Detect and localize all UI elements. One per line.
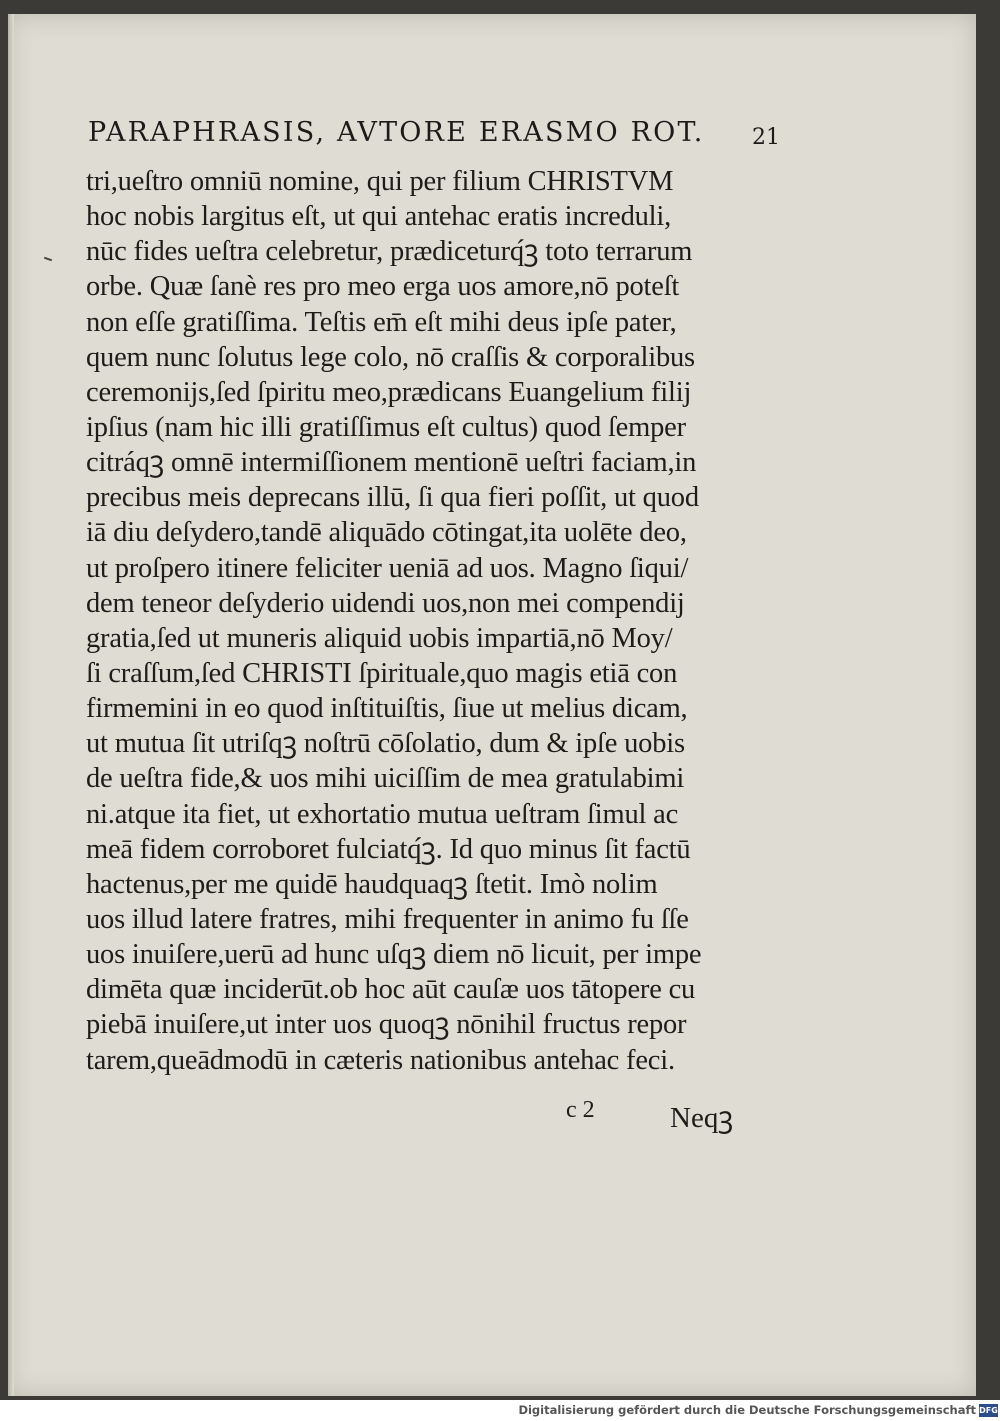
text-line: gratia,ſed ut muneris aliquid uobis impartiā,nō Moy/ [86, 622, 673, 654]
text-line: piebā inuiſere,ut inter uos quoqꝫ nōnihil fructus repor [86, 1009, 687, 1041]
text-line: firmemini in eo quod inſtituiſtis, ſiue ut melius dicam, [86, 693, 688, 725]
text-line: ceremonijs,ſed ſpiritu meo,prædicans Euangelium filij [86, 376, 692, 408]
text-line: dimēta quæ inciderūt.ob hoc aūt cauſæ uos tātopere cu [86, 974, 696, 1006]
catchword: Neqꝫ [670, 1102, 734, 1134]
text-line: tarem,queādmodū in cæteris nationibus antehac feci. [86, 1044, 675, 1076]
text-line: hoc nobis largitus eſt, ut qui antehac eratis increduli, [86, 201, 672, 233]
text-line: uos inuiſere,uerū ad hunc uſqꝫ diem nō licuit, per impe [86, 939, 702, 971]
text-line: nūc fides ueſtra celebretur, prædiceturq́ꝫ toto terrarum [86, 236, 693, 268]
digitization-credit: Digitalisierung gefördert durch die Deutsche Forschungsgemeinschaft [518, 1403, 976, 1417]
text-line: ſi craſſum,ſed CHRISTI ſpirituale,quo magis etiā con [86, 657, 678, 689]
text-line: citráqꝫ omnē intermiſſionem mentionē ueſtri faciam,in [86, 447, 697, 479]
body-text [86, 164, 786, 1078]
text-line: de ueſtra fide,& uos mihi uiciſſim de mea gratulabimi [86, 763, 685, 795]
text-line: hactenus,per me quidē haudquaqꝫ ſtetit. Imò nolim [86, 868, 658, 900]
page-edge [8, 14, 14, 1396]
margin-mark [44, 257, 52, 262]
text-line: ut mutua ſit utriſqꝫ noſtrū cōſolatio, dum & ipſe uobis [86, 728, 685, 760]
text-line: ni.atque ita fiet, ut exhortatio mutua ueſtram ſimul ac [86, 798, 679, 830]
credit-bar [0, 1400, 1000, 1421]
text-line: dem teneor deſyderio uidendi uos,non mei compendij [86, 587, 685, 619]
text-line: quem nunc ſolutus lege colo, nō craſſis & corporalibus [86, 341, 695, 373]
text-line: meā fidem corroboret fulciatq́ꝫ. Id quo minus ſit factū [86, 833, 691, 865]
text-line: uos illud latere fratres, mihi frequenter in animo fu ſſe [86, 903, 689, 935]
dfg-logo: DFG [979, 1406, 998, 1415]
text-line: non eſſe gratiſſima. Teſtis em̄ eſt mihi deus ipſe pater, [86, 306, 677, 338]
text-line: ut proſpero itinere feliciter ueniā ad uos. Magno ſiqui/ [86, 552, 689, 584]
text-line: precibus meis deprecans illū, ſi qua fieri poſſit, ut quod [86, 482, 699, 514]
text-line: orbe. Quæ ſanè res pro meo erga uos amore,nō poteſt [86, 271, 680, 303]
text-line: iā diu deſydero,tandē aliquādo cōtingat,ita uolēte deo, [86, 517, 687, 549]
running-head: PARAPHRASIS, AVTORE ERASMO ROT. [88, 117, 705, 148]
text-line: ipſius (nam hic illi gratiſſimus eſt cultus) quod ſemper [86, 411, 686, 443]
book-page [8, 14, 976, 1396]
text-line: tri,ueſtro omniū nomine, qui per filium CHRISTVM [86, 166, 674, 197]
page-number: 21 [752, 125, 780, 150]
signature-mark: c 2 [566, 1097, 595, 1123]
